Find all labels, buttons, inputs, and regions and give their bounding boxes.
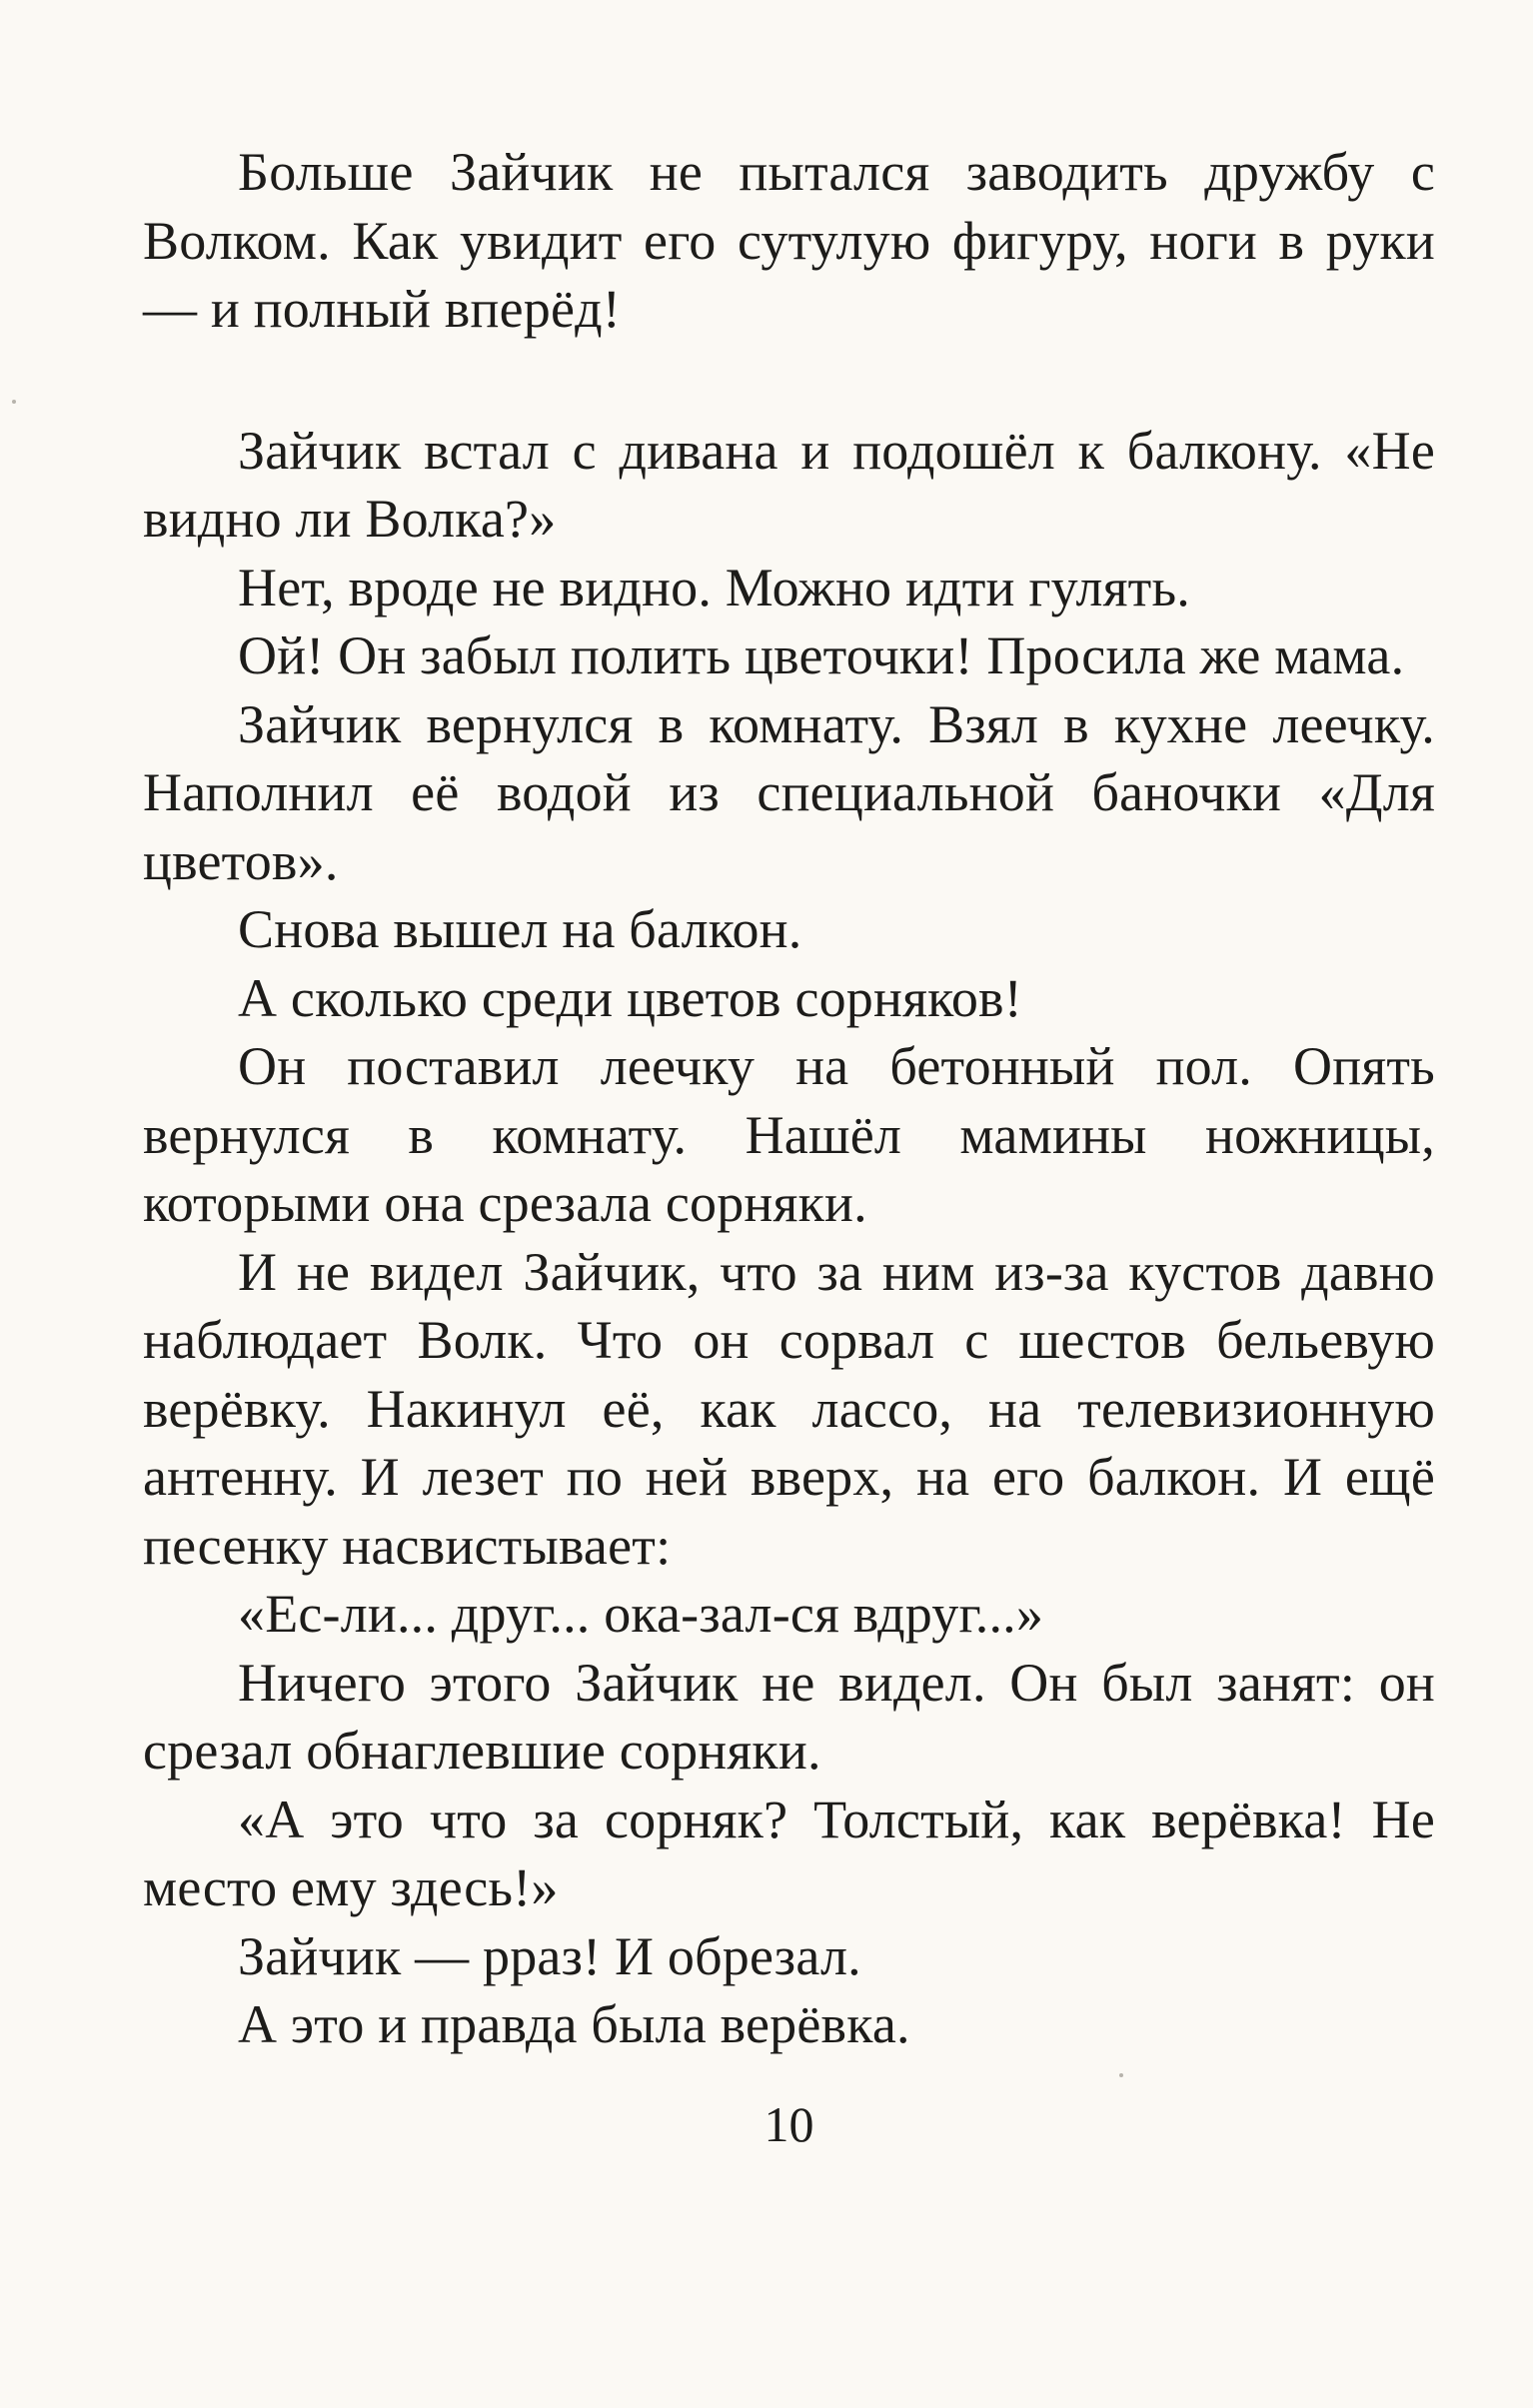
book-page bbox=[143, 138, 1435, 2336]
paper-speck bbox=[1119, 2073, 1123, 2077]
page-number: 10 bbox=[764, 2096, 814, 2152]
paragraph-3: Нет, вроде не видно. Можно идти гулять. bbox=[238, 557, 1191, 617]
paragraph-14: А это и правда была верёвка. bbox=[238, 1994, 910, 2054]
paragraph-8: Он поставил леечку на бетонный пол. Опять вернулся в комнату. Нашёл мамины ножницы, которыми она срезала сорняки. bbox=[143, 1036, 1435, 1233]
paragraph-10: «Ес-ли... друг... ока-зал-ся вдруг...» bbox=[238, 1584, 1044, 1644]
paragraph-5: Зайчик вернулся в комнату. Взял в кухне леечку. Наполнил её водой из специальной баночки «Для цветов». bbox=[143, 693, 1435, 891]
paragraph-6: Снова вышел на балкон. bbox=[238, 899, 802, 959]
paper-speck bbox=[12, 400, 16, 404]
paragraph-1: Больше Зайчик не пытался заводить дружбу с Волком. Как увидит его сутулую фигуру, ноги в руки — и полный вперёд! bbox=[143, 142, 1435, 339]
paragraph-12: «А это что за сорняк? Толстый, как верёвка! Не место ему здесь!» bbox=[143, 1789, 1435, 1917]
paragraph-11: Ничего этого Зайчик не видел. Он был занят: он срезал обнаглевшие сорняки. bbox=[143, 1652, 1435, 1781]
paragraph-7: А сколько среди цветов сорняков! bbox=[238, 967, 1022, 1028]
paragraph-9: И не видел Зайчик, что за ним из-за кустов давно наблюдает Волк. Что он сорвал с шестов бельевую верёвку. Накинул её, как лассо, на телевизионную антенну. И лезет по ней вверх, на его балкон. И ещё песенку насвистывает: bbox=[143, 1241, 1435, 1576]
paragraph-2: Зайчик встал с дивана и подошёл к балкону. «Не видно ли Волка?» bbox=[143, 420, 1435, 549]
paragraph-13: Зайчик — рраз! И обрезал. bbox=[238, 1925, 861, 1986]
paragraph-4: Ой! Он забыл полить цветочки! Просила же мама. bbox=[238, 625, 1405, 685]
